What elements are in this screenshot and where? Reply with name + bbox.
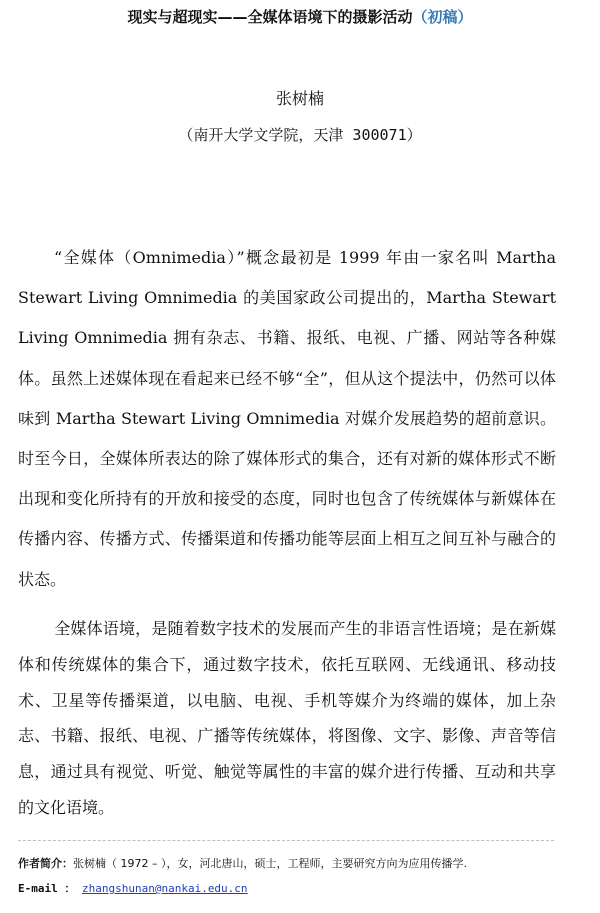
footnote-divider xyxy=(18,840,554,841)
author-bio-footnote xyxy=(18,855,588,871)
paragraph-1-text: “全媒体（Omnimedia）”概念最初是 1999 年由一家名叫 Martha Stewart Living Omnimedia 的美国家政公司提出的，Martha Stewart Living Omnimedia 拥有杂志、书籍、报纸、电视、广播、网站等各种媒体。虽然上述媒体现在看起来已经不够“全”，但从这个提法中，仍然可以体味到 Martha Stewart Living Omnimedia 对媒介发展趋势的超前意识。时至今日，全媒体所表达的除了媒体形式的集合，还有对新的媒体形式不断出现和变化所持有的开放和接受的态度，同时也包含了传统媒体与新媒体在传播内容、传播方式、传播渠道和传播功能等层面上相互之间互补与融合的状态。 xyxy=(18,248,556,589)
bio-label: 作者简介： xyxy=(18,857,73,870)
email-footnote xyxy=(18,880,588,896)
title-main: 现实与超现实——全媒体语境下的摄影活动 xyxy=(127,8,413,26)
email-label: E-mail ： xyxy=(18,882,76,895)
author-affiliation: （南开大学文学院，天津 300071） xyxy=(178,126,422,144)
bio-text: 张树楠（ 1972 – ），女，河北唐山，硕士，工程师，主要研究方向为应用传播学. xyxy=(73,857,467,870)
email-link[interactable]: zhangshunan@nankai.edu.cn xyxy=(81,882,248,895)
author-name: 张树楠 xyxy=(275,89,324,108)
title-draft-label: （初稿） xyxy=(412,8,473,26)
paper-title xyxy=(0,6,600,27)
body-paragraph-2 xyxy=(18,611,556,826)
paragraph-2-text: 全媒体语境，是随着数字技术的发展而产生的非语言性语境；是在新媒体和传统媒体的集合下，通过数字技术，依托互联网、无线通讯、移动技术、卫星等传播渠道，以电脑、电视、手机等媒介为终端的媒体，加上杂志、书籍、报纸、电视、广播等传统媒体，将图像、文字、影像、声音等信息，通过具有视觉、听觉、触觉等属性的丰富的媒介进行传播、互动和共享的文化语境。 xyxy=(18,619,556,817)
body-paragraph-1 xyxy=(18,238,556,600)
